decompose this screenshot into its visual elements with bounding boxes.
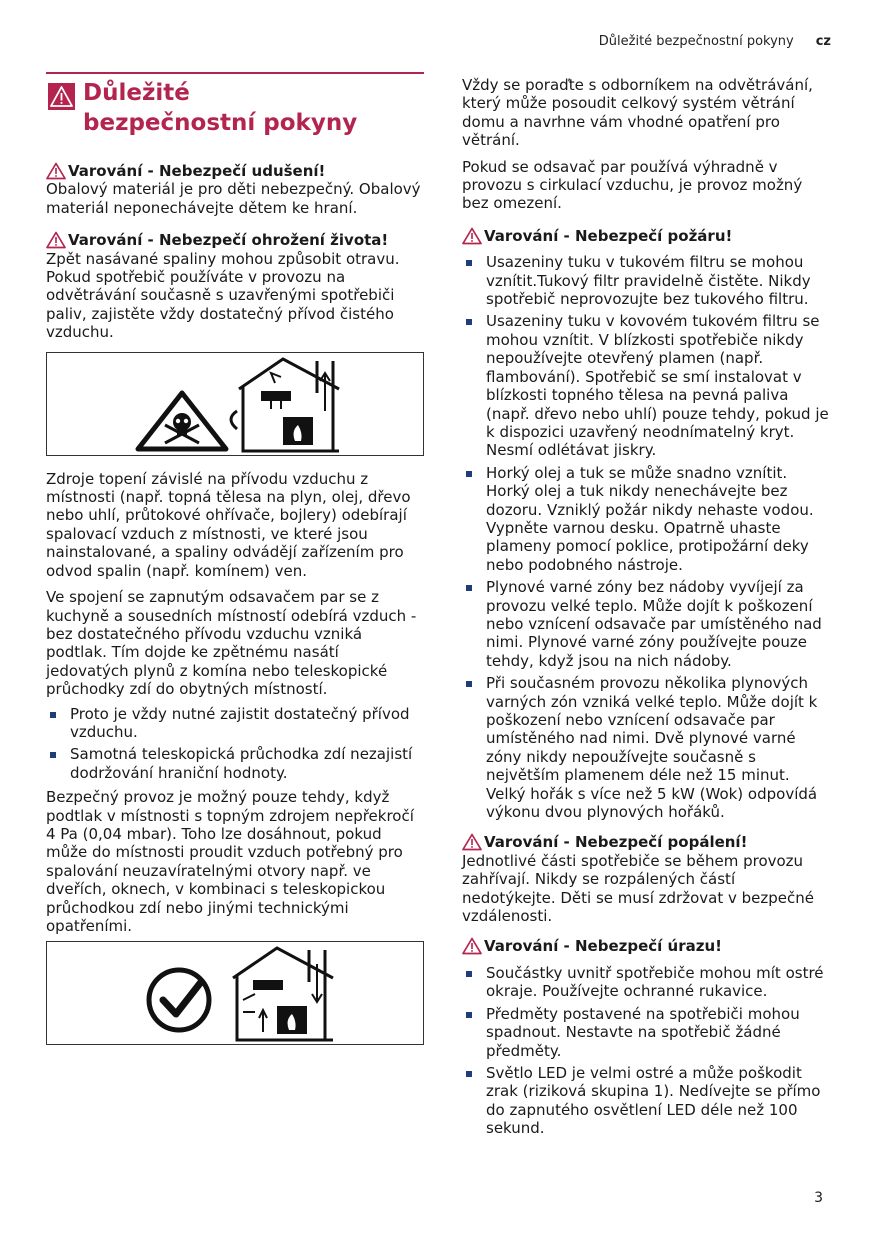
warning-burn-text: Jednotlivé části spotřebiče se během provozu zahřívají. Nikdy se rozpálených částí nedotýkejte. Děti se musí zdržovat v bezpečné vzdálenosti. bbox=[462, 851, 814, 926]
section-title-bar bbox=[46, 72, 424, 150]
warning-life-heading: Varování - Nebezpečí ohrožení života! bbox=[46, 231, 424, 249]
list-item: Horký olej a tuk se může snadno vznítit. Horký olej a tuk nikdy nenechávejte bez dozoru. Vzniklý požár nikdy nehaste vodou. Vypněte varnou desku. Opatrně uhaste plameny pomocí poklice, protipožární deky nebo podobného nástroje. bbox=[462, 464, 832, 574]
safe-operation-illustration bbox=[47, 942, 423, 1044]
figure-backdraft-danger bbox=[46, 352, 424, 456]
list-item: Součástky uvnitř spotřebiče mohou mít ostré okraje. Používejte ochranné rukavice. bbox=[462, 964, 832, 1001]
warning-fire-heading: Varování - Nebezpečí požáru! bbox=[462, 227, 832, 245]
list-item: Proto je vždy nutné zajistit dostatečný přívod vzduchu. bbox=[46, 705, 424, 742]
warning-burn-heading: Varování - Nebezpečí popálení! bbox=[462, 833, 832, 851]
warning-triangle-icon bbox=[462, 227, 484, 245]
warning-triangle-icon bbox=[48, 83, 75, 110]
warning-injury-heading: Varování - Nebezpečí úrazu! bbox=[462, 937, 832, 955]
warning-triangle-icon bbox=[46, 162, 68, 180]
paragraph-heat-sources: Zdroje topení závislé na přívodu vzduchu z místnosti (např. topná tělesa na plyn, olej, dřevo nebo uhlí, průtokové ohřívače, bojlery) odebírají spalovací vzduch z místnosti, ve které jsou nainstalované, a spaliny odvádějí zařízením pro odvod spalin (např. komínem) ven. bbox=[46, 469, 411, 580]
hood-icon bbox=[253, 980, 283, 990]
list-item: Při současném provozu několika plynových varných zón vzniká velké teplo. Může dojít k poškození nebo vznícení odsavače par umístěného nad nimi. Dvě plynové varné zóny nikdy nepoužívejte současně s největším plamenem déle než 15 minut. Velký hořák s více než 5 kW (Wok) odpovídá výkonu dvou plynových hořáků. bbox=[462, 674, 832, 821]
list-item: Samotná teleskopická průchodka zdí nezajistí dodržování hraniční hodnoty. bbox=[46, 745, 424, 782]
list-item: Předměty postavené na spotřebiči mohou spadnout. Nestavte na spotřebič žádné předměty. bbox=[462, 1005, 832, 1060]
fire-warning-list bbox=[462, 253, 832, 821]
warning-life-text: Zpět nasávané spaliny mohou způsobit otravu. Pokud spotřebič používáte v provozu na odvětrávání současně s uzavřenými spotřebiči paliv, zajistěte vždy dostatečný přívod čistého vzduchu. bbox=[46, 249, 400, 342]
page-number: 3 bbox=[814, 1190, 823, 1206]
left-column bbox=[46, 72, 424, 1059]
skull-warning-icon bbox=[138, 393, 226, 449]
list-item: Plynové varné zóny bez nádoby vyvíjejí za provozu velké teplo. Může dojít k poškození nebo vznícení odsavače par umístěného nad nimi. Plynové varné zóny používejte pouze tehdy, když jsou na nich nádoby. bbox=[462, 578, 832, 670]
warning-triangle-icon bbox=[462, 937, 484, 955]
language-code: cz bbox=[815, 34, 831, 49]
paragraph-consult-expert: Vždy se poraďte s odborníkem na odvětrávání, který může posoudit celkový systém větrání domu a navrhne vám vhodné opatření pro větrání. bbox=[462, 76, 813, 150]
paragraph-safe-operation: Bezpečný provoz je možný pouze tehdy, když podtlak v místnosti s topným zdrojem nepřekročí 4 Pa (0,04 mbar). Toho lze dosáhnout, pokud může do místnosti proudit vzduch potřebný pro spalování neuzavíratelnými otvory např. ve dveřích, oknech, v kombinaci s teleskopickou průchodkou zdí nebo jinými technickými opatřeními. bbox=[46, 788, 414, 935]
list-item: Usazeniny tuku v kovovém tukovém filtru se mohou vznítit. V blízkosti spotřebiče nikdy nepoužívejte otevřený plamen (např. flambování). Spotřebič se smí instalovat v blízkosti topného tělesa na pevná paliva (např. dřevo nebo uhlí) pouze tehdy, pokud je k dispozici uzavřený neodnímatelný kryt. Nesmí odlétávat jiskry. bbox=[462, 312, 832, 459]
paragraph-recirculation: Pokud se odsavač par používá výhradně v provozu s cirkulací vzduchu, je provoz možný bez omezení. bbox=[462, 157, 803, 213]
running-header bbox=[599, 34, 831, 49]
hood-icon bbox=[261, 391, 291, 401]
warning-triangle-icon bbox=[462, 833, 484, 851]
warning-suffocation-text: Obalový materiál je pro děti nebezpečný. Obalový materiál neponechávejte dětem ke hraní. bbox=[46, 180, 421, 217]
list-item: Usazeniny tuku v tukovém filtru se mohou vznítit.Tukový filtr pravidelně čistěte. Nikdy spotřebič neprovozujte bez tukového filtru. bbox=[462, 253, 832, 308]
warning-suffocation-heading: Varování - Nebezpečí udušení! bbox=[46, 162, 424, 180]
running-header-title: Důležité bezpečnostní pokyny bbox=[598, 34, 794, 49]
right-column bbox=[462, 76, 832, 1144]
list-item: Světlo LED je velmi ostré a může poškodit zrak (riziková skupina 1). Nedívejte se přímo do zapnutého osvětlení LED déle než 100 sekund. bbox=[462, 1064, 832, 1138]
warning-triangle-icon bbox=[46, 231, 68, 249]
injury-warning-list bbox=[462, 964, 832, 1138]
air-supply-list bbox=[46, 705, 424, 783]
checkmark-icon bbox=[149, 970, 209, 1030]
paragraph-underpressure: Ve spojení se zapnutým odsavačem par se z kuchyně a sousedních místností odebírá vzduch - bez dostatečného přívodu vzduchu vzniká podtlak. Tím dojde ke zpětnému nasátí jedovatých plynů z komína nebo teleskopické průchodky zdí do obytných místností. bbox=[46, 588, 417, 699]
backdraft-danger-illustration bbox=[47, 353, 423, 455]
section-title: Důležité bezpečnostní pokyny bbox=[83, 80, 358, 136]
figure-safe-operation bbox=[46, 941, 424, 1045]
